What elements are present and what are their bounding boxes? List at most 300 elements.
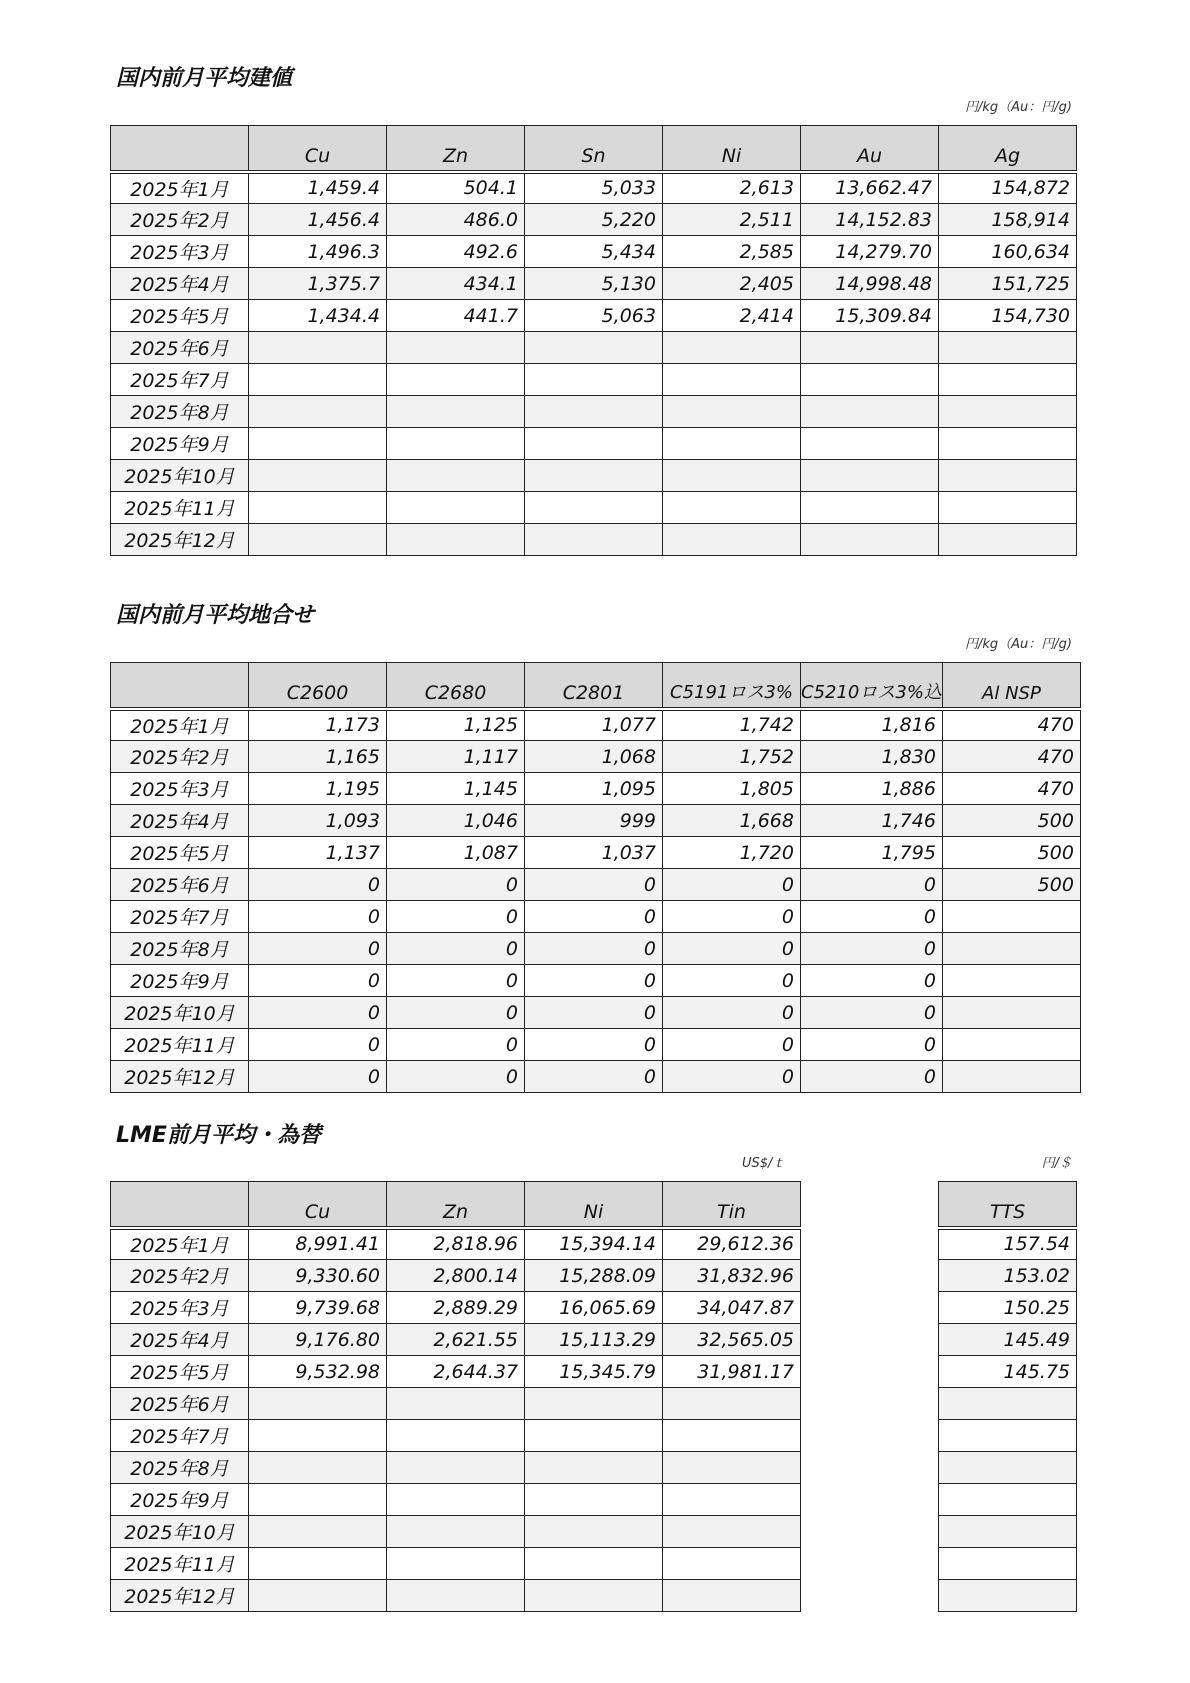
header-corner-cell xyxy=(111,126,249,172)
value-cell: 1,459.4 xyxy=(249,172,387,204)
value-cell xyxy=(939,364,1077,396)
value-cell: 8,991.41 xyxy=(249,1228,387,1260)
value-cell: 2,414 xyxy=(663,300,801,332)
table-row xyxy=(111,1516,1077,1548)
value-cell: 1,077 xyxy=(525,709,663,741)
row-month-label: 2025年10月 xyxy=(111,1516,249,1548)
value-cell xyxy=(663,332,801,364)
value-cell xyxy=(663,1548,801,1580)
table-header-row xyxy=(111,1182,1077,1228)
value-cell: 2,405 xyxy=(663,268,801,300)
value-cell: 31,832.96 xyxy=(663,1260,801,1292)
value-cell: 2,511 xyxy=(663,204,801,236)
column-header: C5191ロス3% xyxy=(663,663,801,709)
unit-label-domestic-alloy: 円/kg（Au：円/g) xyxy=(965,637,1072,652)
table-row xyxy=(111,1452,1077,1484)
value-cell: 15,345.79 xyxy=(525,1356,663,1388)
value-cell: 1,746 xyxy=(801,805,943,837)
row-month-label: 2025年12月 xyxy=(111,1061,249,1093)
value-cell: 0 xyxy=(387,1029,525,1061)
column-header: C5210ロス3%込 xyxy=(801,663,943,709)
value-cell: 1,742 xyxy=(663,709,801,741)
spacer-cell xyxy=(801,1356,939,1388)
table-row xyxy=(111,236,1077,268)
value-cell: 1,068 xyxy=(525,741,663,773)
value-cell xyxy=(801,428,939,460)
value-cell: 5,130 xyxy=(525,268,663,300)
value-cell xyxy=(801,396,939,428)
value-cell xyxy=(663,1516,801,1548)
value-cell xyxy=(249,1484,387,1516)
value-cell: 0 xyxy=(249,901,387,933)
value-cell: 1,195 xyxy=(249,773,387,805)
table-row xyxy=(111,741,1081,773)
column-header: Ni xyxy=(525,1182,663,1228)
table-row xyxy=(111,268,1077,300)
value-cell: 0 xyxy=(525,1029,663,1061)
value-cell xyxy=(663,460,801,492)
section-title-domestic-alloy: 国内前月平均地合せ xyxy=(116,603,315,628)
value-cell xyxy=(801,492,939,524)
value-cell: 2,613 xyxy=(663,172,801,204)
value-cell xyxy=(387,460,525,492)
spacer-cell xyxy=(801,1516,939,1548)
value-cell xyxy=(939,524,1077,556)
value-cell xyxy=(387,1580,525,1612)
table-row xyxy=(111,1061,1081,1093)
value-cell: 34,047.87 xyxy=(663,1292,801,1324)
column-header: C2680 xyxy=(387,663,525,709)
column-header: Au xyxy=(801,126,939,172)
value-cell: 1,795 xyxy=(801,837,943,869)
value-cell xyxy=(939,492,1077,524)
column-header-fx: TTS xyxy=(939,1182,1077,1228)
value-cell xyxy=(249,428,387,460)
header-corner-cell xyxy=(111,1182,249,1228)
value-cell: 1,046 xyxy=(387,805,525,837)
value-cell: 0 xyxy=(663,901,801,933)
value-cell xyxy=(942,965,1080,997)
value-cell xyxy=(801,332,939,364)
spacer-cell xyxy=(801,1548,939,1580)
table-row xyxy=(111,524,1077,556)
value-cell xyxy=(939,460,1077,492)
spacer-cell xyxy=(801,1452,939,1484)
value-cell: 1,752 xyxy=(663,741,801,773)
table-row xyxy=(111,805,1081,837)
row-month-label: 2025年8月 xyxy=(111,1452,249,1484)
value-cell: 0 xyxy=(801,1029,943,1061)
table-row xyxy=(111,460,1077,492)
table-row xyxy=(111,1324,1077,1356)
row-month-label: 2025年7月 xyxy=(111,364,249,396)
value-cell: 1,496.3 xyxy=(249,236,387,268)
value-cell: 0 xyxy=(525,869,663,901)
fx-value-cell xyxy=(939,1484,1077,1516)
value-cell: 0 xyxy=(801,1061,943,1093)
value-cell: 1,093 xyxy=(249,805,387,837)
value-cell: 504.1 xyxy=(387,172,525,204)
value-cell xyxy=(249,396,387,428)
spacer-cell xyxy=(801,1324,939,1356)
value-cell xyxy=(525,1420,663,1452)
row-month-label: 2025年7月 xyxy=(111,901,249,933)
value-cell xyxy=(249,524,387,556)
column-header: Sn xyxy=(525,126,663,172)
table-row xyxy=(111,1029,1081,1061)
value-cell xyxy=(663,428,801,460)
table-row xyxy=(111,709,1081,741)
value-cell xyxy=(525,332,663,364)
fx-value-cell xyxy=(939,1388,1077,1420)
value-cell: 9,739.68 xyxy=(249,1292,387,1324)
value-cell: 0 xyxy=(249,965,387,997)
value-cell: 0 xyxy=(525,1061,663,1093)
section-title-lme-fx: LME前月平均・為替 xyxy=(116,1123,321,1148)
value-cell: 1,145 xyxy=(387,773,525,805)
value-cell xyxy=(525,1484,663,1516)
value-cell: 9,176.80 xyxy=(249,1324,387,1356)
table-row xyxy=(111,997,1081,1029)
value-cell: 500 xyxy=(942,805,1080,837)
value-cell: 1,434.4 xyxy=(249,300,387,332)
value-cell xyxy=(387,1420,525,1452)
value-cell: 434.1 xyxy=(387,268,525,300)
value-cell: 1,095 xyxy=(525,773,663,805)
fx-value-cell xyxy=(939,1580,1077,1612)
row-month-label: 2025年11月 xyxy=(111,1548,249,1580)
value-cell xyxy=(939,428,1077,460)
row-month-label: 2025年8月 xyxy=(111,396,249,428)
value-cell xyxy=(525,396,663,428)
value-cell xyxy=(387,396,525,428)
value-cell xyxy=(387,492,525,524)
value-cell: 151,725 xyxy=(939,268,1077,300)
value-cell xyxy=(249,1452,387,1484)
value-cell: 470 xyxy=(942,773,1080,805)
row-month-label: 2025年2月 xyxy=(111,204,249,236)
value-cell xyxy=(525,364,663,396)
lme-fx-table xyxy=(110,1181,1077,1612)
fx-value-cell xyxy=(939,1548,1077,1580)
value-cell: 2,621.55 xyxy=(387,1324,525,1356)
value-cell: 9,330.60 xyxy=(249,1260,387,1292)
value-cell: 15,288.09 xyxy=(525,1260,663,1292)
value-cell: 0 xyxy=(801,965,943,997)
row-month-label: 2025年1月 xyxy=(111,172,249,204)
value-cell xyxy=(249,364,387,396)
value-cell: 16,065.69 xyxy=(525,1292,663,1324)
row-month-label: 2025年5月 xyxy=(111,837,249,869)
column-header: Ag xyxy=(939,126,1077,172)
table-row xyxy=(111,396,1077,428)
row-month-label: 2025年11月 xyxy=(111,492,249,524)
table-row xyxy=(111,1356,1077,1388)
header-corner-cell xyxy=(111,663,249,709)
value-cell: 2,585 xyxy=(663,236,801,268)
value-cell: 1,816 xyxy=(801,709,943,741)
table-row xyxy=(111,1292,1077,1324)
value-cell xyxy=(663,364,801,396)
value-cell: 492.6 xyxy=(387,236,525,268)
row-month-label: 2025年8月 xyxy=(111,933,249,965)
fx-value-cell xyxy=(939,1420,1077,1452)
domestic-prices-table xyxy=(110,125,1077,556)
table-row xyxy=(111,300,1077,332)
row-month-label: 2025年6月 xyxy=(111,869,249,901)
value-cell xyxy=(801,524,939,556)
value-cell: 0 xyxy=(801,869,943,901)
table-row xyxy=(111,965,1081,997)
spacer-cell xyxy=(801,1292,939,1324)
value-cell: 999 xyxy=(525,805,663,837)
value-cell xyxy=(249,1548,387,1580)
table-row xyxy=(111,428,1077,460)
value-cell xyxy=(387,1484,525,1516)
row-month-label: 2025年5月 xyxy=(111,300,249,332)
row-month-label: 2025年9月 xyxy=(111,1484,249,1516)
value-cell: 0 xyxy=(387,869,525,901)
value-cell: 1,137 xyxy=(249,837,387,869)
value-cell: 0 xyxy=(525,933,663,965)
value-cell xyxy=(249,492,387,524)
column-header: C2600 xyxy=(249,663,387,709)
value-cell: 1,886 xyxy=(801,773,943,805)
value-cell: 0 xyxy=(387,965,525,997)
row-month-label: 2025年1月 xyxy=(111,709,249,741)
row-month-label: 2025年5月 xyxy=(111,1356,249,1388)
table-row xyxy=(111,1228,1077,1260)
value-cell: 500 xyxy=(942,837,1080,869)
row-month-label: 2025年10月 xyxy=(111,997,249,1029)
value-cell: 2,800.14 xyxy=(387,1260,525,1292)
value-cell: 2,818.96 xyxy=(387,1228,525,1260)
column-header: Zn xyxy=(387,1182,525,1228)
column-header: Zn xyxy=(387,126,525,172)
table-row xyxy=(111,204,1077,236)
value-cell xyxy=(387,364,525,396)
value-cell xyxy=(249,332,387,364)
row-month-label: 2025年2月 xyxy=(111,1260,249,1292)
value-cell: 0 xyxy=(801,901,943,933)
value-cell xyxy=(801,460,939,492)
value-cell: 5,434 xyxy=(525,236,663,268)
value-cell xyxy=(939,396,1077,428)
unit-label-fx: 円/＄ xyxy=(1041,1156,1072,1171)
fx-value-cell xyxy=(939,1452,1077,1484)
spacer-cell xyxy=(801,1484,939,1516)
table-row xyxy=(111,1260,1077,1292)
value-cell: 1,720 xyxy=(663,837,801,869)
value-cell: 470 xyxy=(942,741,1080,773)
value-cell xyxy=(663,1452,801,1484)
value-cell: 29,612.36 xyxy=(663,1228,801,1260)
fx-value-cell: 145.49 xyxy=(939,1324,1077,1356)
domestic-alloy-table xyxy=(110,662,1081,1093)
value-cell: 0 xyxy=(663,1061,801,1093)
value-cell: 14,279.70 xyxy=(801,236,939,268)
spacer-cell xyxy=(801,1388,939,1420)
value-cell: 0 xyxy=(249,1029,387,1061)
row-month-label: 2025年11月 xyxy=(111,1029,249,1061)
value-cell xyxy=(249,1580,387,1612)
spacer-cell xyxy=(801,1420,939,1452)
value-cell: 0 xyxy=(249,997,387,1029)
row-month-label: 2025年4月 xyxy=(111,1324,249,1356)
value-cell: 5,063 xyxy=(525,300,663,332)
table-row xyxy=(111,869,1081,901)
value-cell: 158,914 xyxy=(939,204,1077,236)
table-row xyxy=(111,837,1081,869)
value-cell xyxy=(525,460,663,492)
table-row xyxy=(111,332,1077,364)
value-cell: 1,805 xyxy=(663,773,801,805)
value-cell xyxy=(525,524,663,556)
column-header: Al NSP xyxy=(942,663,1080,709)
spacer-cell xyxy=(801,1260,939,1292)
value-cell: 0 xyxy=(801,933,943,965)
value-cell: 1,037 xyxy=(525,837,663,869)
value-cell: 14,152.83 xyxy=(801,204,939,236)
table-row xyxy=(111,1388,1077,1420)
value-cell: 1,456.4 xyxy=(249,204,387,236)
value-cell: 154,730 xyxy=(939,300,1077,332)
value-cell: 470 xyxy=(942,709,1080,741)
value-cell xyxy=(249,1516,387,1548)
table-row xyxy=(111,1548,1077,1580)
table-row xyxy=(111,172,1077,204)
value-cell: 1,830 xyxy=(801,741,943,773)
table-row xyxy=(111,492,1077,524)
value-cell: 1,668 xyxy=(663,805,801,837)
spacer-cell xyxy=(801,1228,939,1260)
value-cell: 0 xyxy=(525,901,663,933)
value-cell xyxy=(663,396,801,428)
row-month-label: 2025年2月 xyxy=(111,741,249,773)
value-cell: 14,998.48 xyxy=(801,268,939,300)
value-cell: 2,644.37 xyxy=(387,1356,525,1388)
value-cell xyxy=(525,492,663,524)
value-cell xyxy=(525,1388,663,1420)
value-cell xyxy=(942,997,1080,1029)
value-cell: 1,117 xyxy=(387,741,525,773)
value-cell xyxy=(525,1580,663,1612)
fx-value-cell: 145.75 xyxy=(939,1356,1077,1388)
value-cell: 15,394.14 xyxy=(525,1228,663,1260)
value-cell: 13,662.47 xyxy=(801,172,939,204)
table-row xyxy=(111,1484,1077,1516)
value-cell: 1,375.7 xyxy=(249,268,387,300)
value-cell xyxy=(525,1452,663,1484)
table-row xyxy=(111,901,1081,933)
value-cell: 2,889.29 xyxy=(387,1292,525,1324)
column-header: C2801 xyxy=(525,663,663,709)
value-cell: 0 xyxy=(387,1061,525,1093)
table-header-row xyxy=(111,663,1081,709)
value-cell: 0 xyxy=(249,869,387,901)
table-row xyxy=(111,773,1081,805)
fx-value-cell: 153.02 xyxy=(939,1260,1077,1292)
value-cell xyxy=(663,492,801,524)
value-cell: 0 xyxy=(801,997,943,1029)
value-cell xyxy=(663,1484,801,1516)
value-cell xyxy=(525,1548,663,1580)
fx-value-cell: 157.54 xyxy=(939,1228,1077,1260)
fx-value-cell xyxy=(939,1516,1077,1548)
row-month-label: 2025年4月 xyxy=(111,268,249,300)
value-cell: 15,113.29 xyxy=(525,1324,663,1356)
row-month-label: 2025年7月 xyxy=(111,1420,249,1452)
value-cell xyxy=(249,460,387,492)
row-month-label: 2025年9月 xyxy=(111,965,249,997)
value-cell: 1,165 xyxy=(249,741,387,773)
value-cell xyxy=(387,1388,525,1420)
value-cell xyxy=(525,1516,663,1548)
row-month-label: 2025年12月 xyxy=(111,1580,249,1612)
value-cell: 160,634 xyxy=(939,236,1077,268)
value-cell xyxy=(387,524,525,556)
value-cell: 0 xyxy=(525,965,663,997)
value-cell xyxy=(663,1580,801,1612)
value-cell: 1,173 xyxy=(249,709,387,741)
value-cell: 0 xyxy=(249,1061,387,1093)
value-cell: 0 xyxy=(249,933,387,965)
value-cell xyxy=(942,1061,1080,1093)
row-month-label: 2025年6月 xyxy=(111,1388,249,1420)
row-month-label: 2025年4月 xyxy=(111,805,249,837)
value-cell: 154,872 xyxy=(939,172,1077,204)
unit-label-domestic-prices: 円/kg（Au：円/g) xyxy=(965,100,1072,115)
value-cell xyxy=(942,933,1080,965)
value-cell: 0 xyxy=(387,933,525,965)
row-month-label: 2025年3月 xyxy=(111,1292,249,1324)
section-title-domestic-prices: 国内前月平均建値 xyxy=(116,66,293,91)
value-cell xyxy=(801,364,939,396)
value-cell: 0 xyxy=(525,997,663,1029)
table-row xyxy=(111,364,1077,396)
value-cell: 0 xyxy=(663,997,801,1029)
unit-label-lme: US$/ｔ xyxy=(742,1156,786,1171)
value-cell xyxy=(387,1548,525,1580)
value-cell xyxy=(663,1420,801,1452)
table-row xyxy=(111,1580,1077,1612)
row-month-label: 2025年6月 xyxy=(111,332,249,364)
table-row xyxy=(111,1420,1077,1452)
spacer-cell xyxy=(801,1182,939,1228)
column-header: Ni xyxy=(663,126,801,172)
value-cell: 1,125 xyxy=(387,709,525,741)
value-cell: 486.0 xyxy=(387,204,525,236)
value-cell: 32,565.05 xyxy=(663,1324,801,1356)
column-header: Cu xyxy=(249,126,387,172)
table-row xyxy=(111,933,1081,965)
value-cell: 0 xyxy=(387,997,525,1029)
value-cell: 1,087 xyxy=(387,837,525,869)
value-cell: 15,309.84 xyxy=(801,300,939,332)
spacer-cell xyxy=(801,1580,939,1612)
table-header-row xyxy=(111,126,1077,172)
row-month-label: 2025年3月 xyxy=(111,236,249,268)
value-cell: 0 xyxy=(663,869,801,901)
value-cell xyxy=(249,1388,387,1420)
value-cell xyxy=(942,901,1080,933)
value-cell xyxy=(942,1029,1080,1061)
value-cell xyxy=(663,1388,801,1420)
value-cell: 0 xyxy=(663,933,801,965)
value-cell xyxy=(387,428,525,460)
row-month-label: 2025年10月 xyxy=(111,460,249,492)
column-header: Cu xyxy=(249,1182,387,1228)
